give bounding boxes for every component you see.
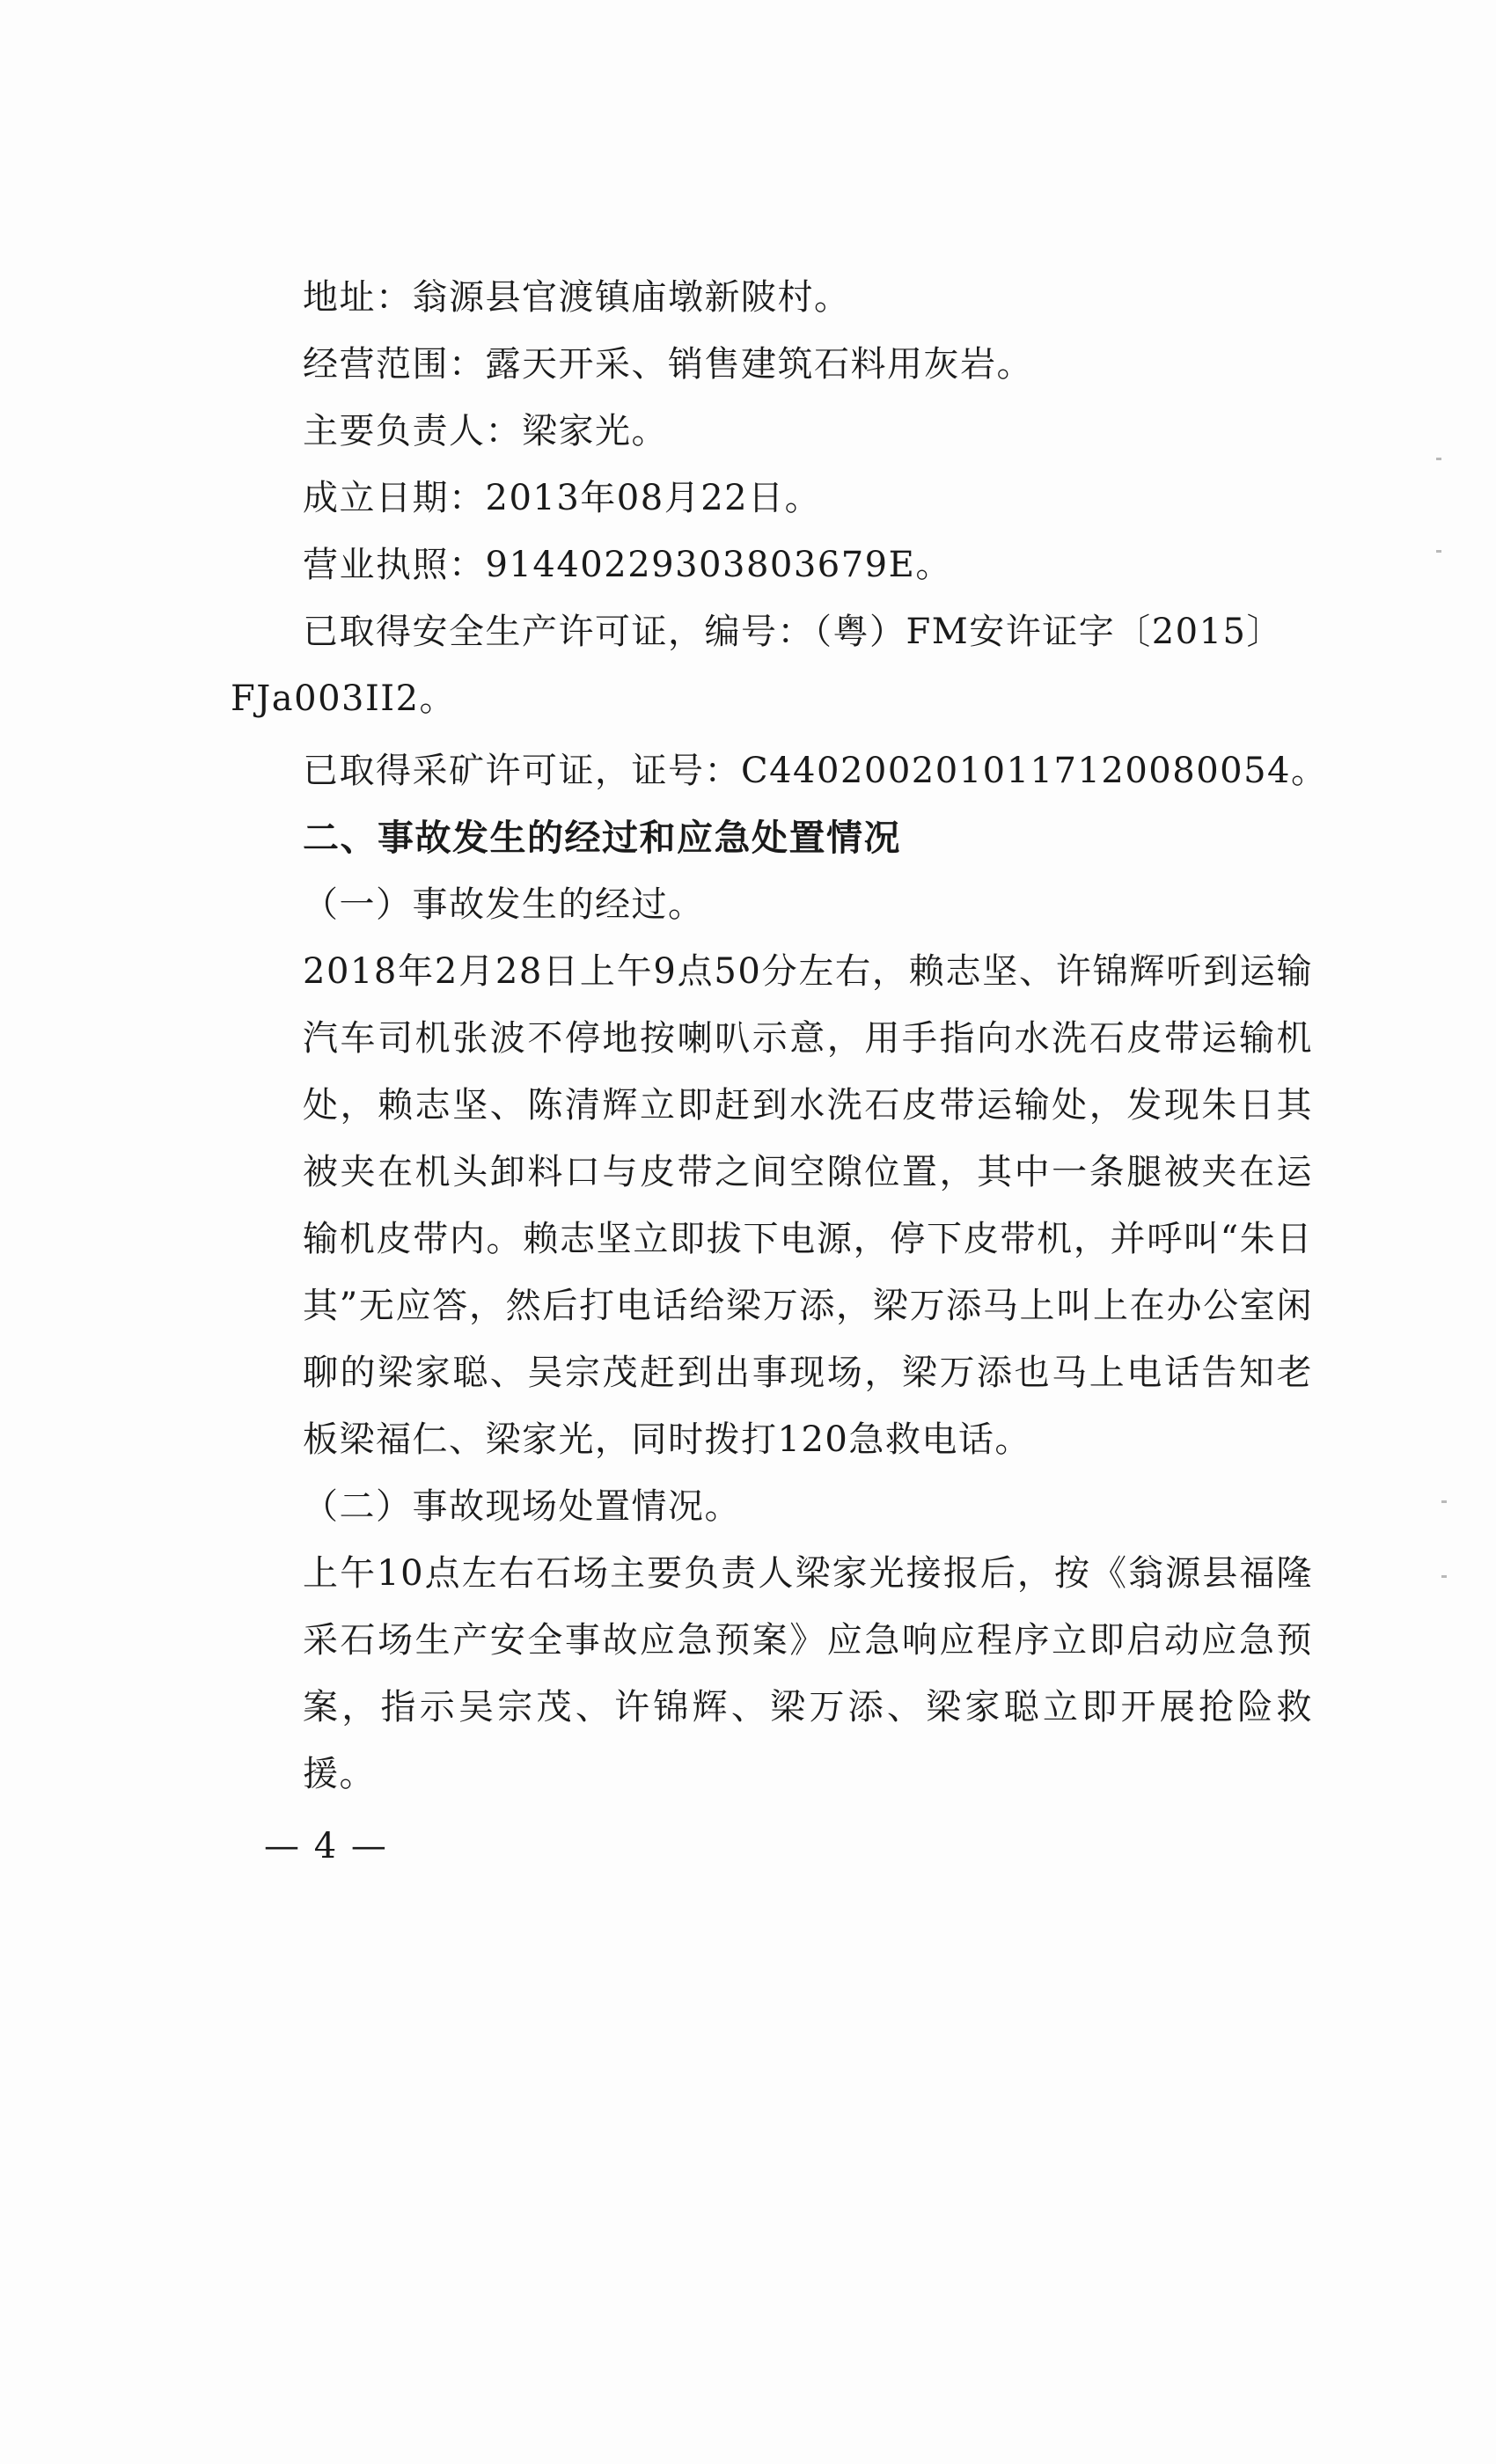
scan-speck [1436, 458, 1441, 460]
business-license-line: 营业执照：91440229303803679E。 [303, 545, 952, 585]
address-line: 地址：翁源县官渡镇庙墩新陂村。 [303, 277, 851, 318]
subsection-1-paragraph: 2018年2月28日上午9点50分左右，赖志坚、许锦辉听到运输汽车司机张波不停地按喇叭示意，用手指向水洗石皮带运输机处，赖志坚、陈清辉立即赶到水洗石皮带运输处，发现朱日其被夹在机头卸料口与皮带之间空隙位置，其中一条腿被夹在运输机皮带内。赖志坚立即拔下电源，停下皮带机，并呼叫“朱日其”无应答，然后打电话给梁万添，梁万添马上叫上在办公室闲聊的梁家聪、吴宗茂赶到出事现场，梁万添也马上电话告知老板梁福仁、梁家光，同时拨打120急救电话。 [303, 951, 1313, 1460]
responsible-person-line: 主要负责人：梁家光。 [303, 411, 668, 451]
scan-speck [1441, 1500, 1447, 1503]
founding-date-line: 成立日期：2013年08月22日。 [303, 478, 822, 518]
document-body [231, 264, 1328, 1808]
mining-permit-line: 已取得采矿许可证，证号：C4402002010117120080054。 [303, 751, 1328, 791]
business-scope-line: 经营范围：露天开采、销售建筑石料用灰岩。 [303, 344, 1033, 385]
page-number: — 4 — [264, 1826, 388, 1866]
subsection-2-paragraph: 上午10点左右石场主要负责人梁家光接报后，按《翁源县福隆采石场生产安全事故应急预案》应急响应程序立即启动应急预案，指示吴宗茂、许锦辉、梁万添、梁家聪立即开展抢险救援。 [303, 1553, 1313, 1794]
scan-speck [1436, 550, 1441, 553]
subsection-2-heading: （二）事故现场处置情况。 [303, 1486, 741, 1527]
safety-permit-line: 已取得安全生产许可证，编号：（粤）FM安许证字〔2015〕 [303, 612, 1284, 652]
safety-permit-continued-line: FJa003II2。 [231, 678, 457, 719]
subsection-1-heading: （一）事故发生的经过。 [303, 884, 705, 925]
section-heading: 二、事故发生的经过和应急处置情况 [303, 817, 901, 859]
scan-speck [1441, 1575, 1447, 1578]
